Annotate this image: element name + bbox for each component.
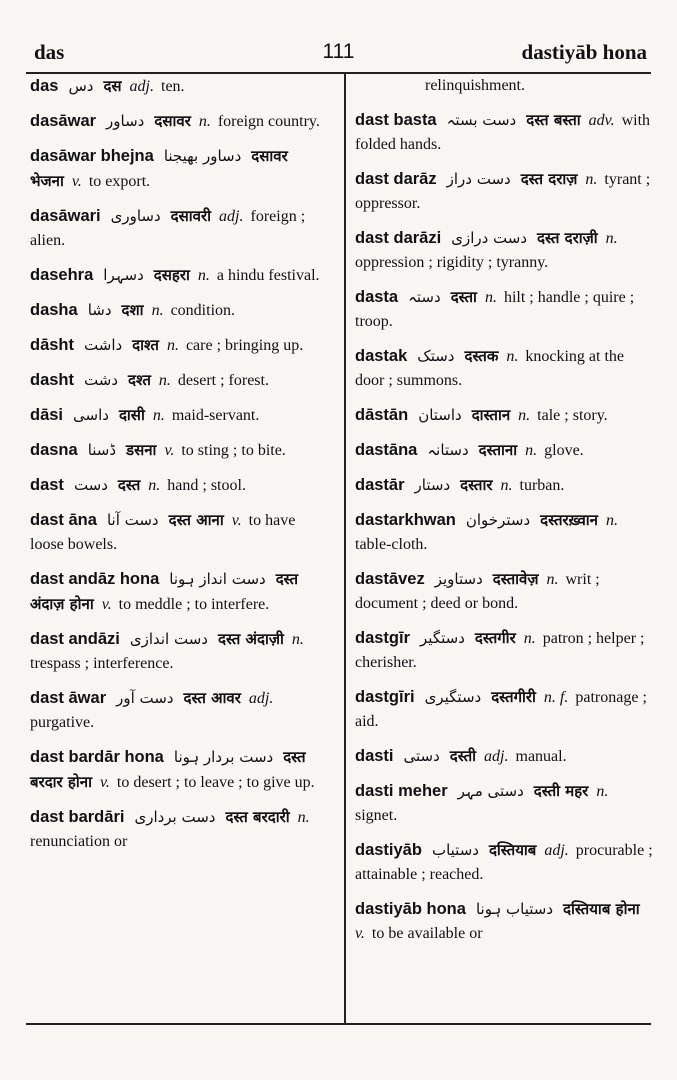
entry-pos: v. xyxy=(71,173,82,190)
entry-urdu: دستیاب ہونا xyxy=(475,900,553,918)
entry-urdu: دشت xyxy=(84,371,118,389)
entry-definition: to have loose bowels. xyxy=(30,512,296,553)
entry-definition: glove. xyxy=(544,442,584,459)
entry-urdu: دستار xyxy=(414,476,451,494)
entry-hindi: दस्त अंदाज़ी xyxy=(217,630,284,648)
entry-urdu: دساوری xyxy=(110,207,161,225)
entry-hindi: दस्तगीर xyxy=(474,629,516,647)
entry-definition: purgative. xyxy=(30,714,95,731)
entry-urdu: دست دراز xyxy=(446,170,511,188)
entry-hindi: दस्तार xyxy=(460,476,493,494)
entry-urdu: دشا xyxy=(87,301,112,319)
entry-hindi: दशा xyxy=(121,301,144,319)
entry-hindi: दस्ताना xyxy=(478,441,518,459)
entry-pos: n. xyxy=(198,113,211,130)
entry-pos: v. xyxy=(355,925,365,942)
dictionary-entry xyxy=(355,285,655,334)
entry-hindi: दश्त xyxy=(128,371,151,389)
entry-pos: n. xyxy=(585,171,598,188)
entry-definition: to sting ; to bite. xyxy=(181,442,286,459)
dictionary-entry xyxy=(355,779,655,828)
entry-pos: n. xyxy=(605,230,618,247)
entry-hindi: दस्त आना xyxy=(168,511,224,529)
entry-urdu: دستاویز xyxy=(434,570,483,588)
entry-hindi: दस्ती महर xyxy=(533,782,589,800)
entry-definition: procurable ; attainable ; reached. xyxy=(355,842,653,883)
entry-definition: turban. xyxy=(519,477,565,494)
entry-hindi: दस्त दराज़ xyxy=(520,170,578,188)
entry-definition: knocking at the door ; summons. xyxy=(355,348,624,389)
entry-definition: tale ; story. xyxy=(537,407,608,424)
entry-pos: v. xyxy=(101,596,112,613)
dictionary-entry xyxy=(30,508,330,557)
left-column xyxy=(30,74,330,864)
entry-headword: dastarkhwan xyxy=(355,511,456,529)
entry-definition: hand ; stool. xyxy=(167,477,246,494)
entry-definition: trespass ; interference. xyxy=(30,655,174,672)
entry-headword: dast basta xyxy=(355,111,437,129)
entry-hindi: दसावरी xyxy=(170,207,212,225)
entry-urdu: دستگیر xyxy=(420,629,465,647)
dictionary-entry xyxy=(355,108,655,157)
entry-pos: n. xyxy=(166,337,179,354)
entry-urdu: دست برداری xyxy=(134,808,216,826)
entry-urdu: دستی مہر xyxy=(457,782,524,800)
dictionary-entry xyxy=(355,438,655,463)
entry-pos: n. xyxy=(525,442,538,459)
dictionary-entry xyxy=(355,508,655,557)
entry-hindi: दस्त बरदार होना xyxy=(30,748,306,791)
entry-hindi: दस्तियाब होना xyxy=(563,900,640,918)
dictionary-entry xyxy=(30,204,330,253)
entry-definition: tyrant ; oppressor. xyxy=(355,171,651,212)
entry-pos: n. f. xyxy=(543,689,569,706)
entry-pos: v. xyxy=(164,442,175,459)
entry-headword: dastiyāb hona xyxy=(355,900,466,918)
entry-pos: n. xyxy=(148,477,161,494)
dictionary-entry xyxy=(355,685,655,734)
entry-definition: a hindu festival. xyxy=(216,267,320,284)
dictionary-entry xyxy=(30,403,330,428)
entry-headword: dasti meher xyxy=(355,782,448,800)
entry-hindi: दस्तक xyxy=(464,347,499,365)
footer-rule xyxy=(26,1023,651,1025)
dictionary-entry xyxy=(30,567,330,617)
entry-pos: n. xyxy=(291,631,304,648)
dictionary-entry xyxy=(30,686,330,735)
entry-urdu: دستگیری xyxy=(424,688,482,706)
entry-hindi: दस्तावेज़ xyxy=(492,570,539,588)
entry-hindi: डसना xyxy=(126,441,157,459)
dictionary-entry xyxy=(30,298,330,323)
entry-headword: dast andāzi xyxy=(30,630,120,648)
entry-pos: v. xyxy=(99,774,110,791)
entry-urdu: دستی xyxy=(403,747,440,765)
entry-definition: patronage ; aid. xyxy=(355,689,647,730)
dictionary-entry xyxy=(30,109,330,134)
entry-pos: adv. xyxy=(588,112,615,129)
entry-urdu: دست اندازی xyxy=(129,630,208,648)
entry-definition: signet. xyxy=(355,807,398,824)
right-column xyxy=(355,74,655,956)
entry-definition: foreign country. xyxy=(217,113,320,130)
entry-definition: to export. xyxy=(88,173,151,190)
entry-headword: dasna xyxy=(30,441,78,459)
entry-hindi: दस्ता xyxy=(450,288,477,306)
entry-headword: dast āwar xyxy=(30,689,107,707)
entry-definition: to be available or xyxy=(371,925,483,942)
entry-pos: v. xyxy=(231,512,242,529)
entry-headword: dasāwari xyxy=(30,207,101,225)
dictionary-entry xyxy=(355,403,655,428)
entry-definition: to desert ; to leave ; to give up. xyxy=(116,774,315,791)
entry-pos: adj. xyxy=(484,748,509,765)
entry-headword: dast andāz hona xyxy=(30,570,160,588)
entry-definition: foreign ; alien. xyxy=(30,208,306,249)
entry-pos: n. xyxy=(158,372,171,389)
dictionary-entry xyxy=(355,226,655,275)
entry-urdu: دست انداز ہونا xyxy=(169,570,266,588)
entry-hindi: दस्त आवर xyxy=(183,689,241,707)
dictionary-entry xyxy=(30,74,330,99)
entry-headword: dasāwar xyxy=(30,112,97,130)
entry-headword: dastgīr xyxy=(355,629,411,647)
entry-definition: table-cloth. xyxy=(355,536,428,553)
dictionary-entry xyxy=(355,838,655,887)
entry-urdu: ڈسنا xyxy=(87,441,117,459)
entry-headword: dāsht xyxy=(30,336,75,354)
entry-pos: n. xyxy=(297,809,310,826)
dictionary-entry xyxy=(30,745,330,795)
dictionary-entry xyxy=(30,263,330,288)
entry-hindi: दस्त बरदारी xyxy=(225,808,290,826)
dictionary-entry xyxy=(30,627,330,676)
entry-headword: dastār xyxy=(355,476,405,494)
entry-definition: renunciation or xyxy=(30,833,128,850)
entry-hindi: दस xyxy=(103,77,122,95)
entry-hindi: दाश्त xyxy=(132,336,159,354)
entry-pos: n. xyxy=(546,571,559,588)
entry-hindi: दास्तान xyxy=(471,406,511,424)
entry-urdu: دسترخوان xyxy=(465,511,531,529)
entry-urdu: دستیاب xyxy=(431,841,479,859)
dictionary-entry xyxy=(355,167,655,216)
entry-headword: dast bardār hona xyxy=(30,748,164,766)
entry-hindi: दस्तियाब xyxy=(488,841,537,859)
entry-definition: patron ; helper ; cherisher. xyxy=(355,630,645,671)
entry-definition: writ ; document ; deed or bond. xyxy=(355,571,600,612)
entry-headword: dastāna xyxy=(355,441,418,459)
entry-hindi: दस्ती xyxy=(449,747,477,765)
entry-headword: dasehra xyxy=(30,266,94,284)
entry-urdu: دست آور xyxy=(116,689,174,707)
entry-urdu: دساور xyxy=(106,112,145,130)
entry-headword: dastāvez xyxy=(355,570,425,588)
entry-headword: dasāwar bhejna xyxy=(30,147,154,165)
entry-urdu: دست بردار ہونا xyxy=(173,748,274,766)
entry-hindi: दसहरा xyxy=(153,266,190,284)
entry-pos: adj. xyxy=(544,842,569,859)
entry-headword: dasta xyxy=(355,288,399,306)
entry-hindi: दसावर भेजना xyxy=(30,147,288,190)
entry-pos: n. xyxy=(152,407,165,424)
page-number: 111 xyxy=(322,40,355,63)
dictionary-entry xyxy=(30,805,330,854)
entry-headword: dast xyxy=(30,476,64,494)
entry-headword: dast darāzi xyxy=(355,229,442,247)
dictionary-entry xyxy=(355,567,655,616)
entry-headword: dast darāz xyxy=(355,170,437,188)
entry-pos: n. xyxy=(596,783,609,800)
entry-pos: n. xyxy=(506,348,519,365)
entry-hindi: दस्तगीरी xyxy=(491,688,536,706)
entry-definition: with folded hands. xyxy=(355,112,651,153)
entry-headword: dasha xyxy=(30,301,78,319)
dictionary-entry xyxy=(355,626,655,675)
dictionary-entry xyxy=(30,368,330,393)
entry-urdu: دستانہ xyxy=(427,441,469,459)
entry-headword: dastak xyxy=(355,347,408,365)
entry-urdu: دساور بھیجنا xyxy=(163,147,242,165)
entry-pos: n. xyxy=(197,267,210,284)
entry-definition: hilt ; handle ; quire ; troop. xyxy=(355,289,635,330)
entry-urdu: داستان xyxy=(418,406,462,424)
entry-hindi: दस्त बस्ता xyxy=(526,111,581,129)
entry-pos: n. xyxy=(151,302,164,319)
entry-definition: maid-servant. xyxy=(171,407,260,424)
entry-definition: manual. xyxy=(515,748,567,765)
entry-headword: das xyxy=(30,77,59,95)
dictionary-entry xyxy=(30,438,330,463)
entry-headword: dāsi xyxy=(30,406,64,424)
entry-headword: dastgīri xyxy=(355,688,415,706)
entry-urdu: دستہ xyxy=(408,288,441,306)
entry-pos: n. xyxy=(500,477,513,494)
entry-headword: dasti xyxy=(355,747,394,765)
entry-definition: care ; bringing up. xyxy=(185,337,304,354)
dictionary-entry xyxy=(355,473,655,498)
dictionary-entry xyxy=(30,333,330,358)
entry-definition: ten. xyxy=(161,78,185,95)
entry-pos: n. xyxy=(523,630,536,647)
header-left-guide-word: das xyxy=(34,40,65,64)
entry-urdu: دسہرا xyxy=(103,266,144,284)
entry-hindi: दस्त xyxy=(117,476,141,494)
entry-hindi: दस्त अंदाज़ होना xyxy=(30,570,299,613)
dictionary-entry xyxy=(355,744,655,769)
entry-headword: dast āna xyxy=(30,511,97,529)
entry-headword: dast bardāri xyxy=(30,808,125,826)
entry-hindi: दस्तरख़्वान xyxy=(540,511,599,529)
entry-pos: n. xyxy=(518,407,531,424)
entry-headword: dastiyāb xyxy=(355,841,422,859)
dictionary-entry xyxy=(355,74,655,98)
dictionary-entry xyxy=(30,473,330,498)
entry-definition: condition. xyxy=(170,302,236,319)
dictionary-entry xyxy=(355,897,655,946)
dictionary-entry xyxy=(355,344,655,393)
entry-pos: adj. xyxy=(248,690,274,707)
entry-hindi: दसावर xyxy=(154,112,191,130)
entry-hindi: दासी xyxy=(118,406,145,424)
entry-urdu: دس xyxy=(68,77,94,95)
entry-urdu: دست درازی xyxy=(451,229,528,247)
entry-urdu: دست بستہ xyxy=(446,111,517,129)
entry-definition: relinquishment. xyxy=(425,77,525,94)
column-divider xyxy=(344,74,346,1023)
entry-pos: n. xyxy=(484,289,497,306)
header-right-guide-word: dastiyāb hona xyxy=(521,40,647,64)
entry-urdu: داشت xyxy=(84,336,123,354)
entry-pos: adj. xyxy=(219,208,244,225)
entry-pos: n. xyxy=(606,512,619,529)
entry-definition: to meddle ; to interfere. xyxy=(118,596,270,613)
dictionary-entry xyxy=(30,144,330,194)
page-header xyxy=(0,0,677,70)
entry-urdu: دست آنا xyxy=(106,511,159,529)
entry-hindi: दस्त दराज़ी xyxy=(537,229,598,247)
entry-urdu: دست xyxy=(73,476,108,494)
entry-pos: adj. xyxy=(129,78,154,95)
entry-definition: oppression ; rigidity ; tyranny. xyxy=(355,254,549,271)
entry-headword: dāstān xyxy=(355,406,409,424)
entry-definition: desert ; forest. xyxy=(177,372,269,389)
entry-urdu: داسی xyxy=(73,406,109,424)
entry-urdu: دستک xyxy=(417,347,455,365)
entry-headword: dasht xyxy=(30,371,75,389)
